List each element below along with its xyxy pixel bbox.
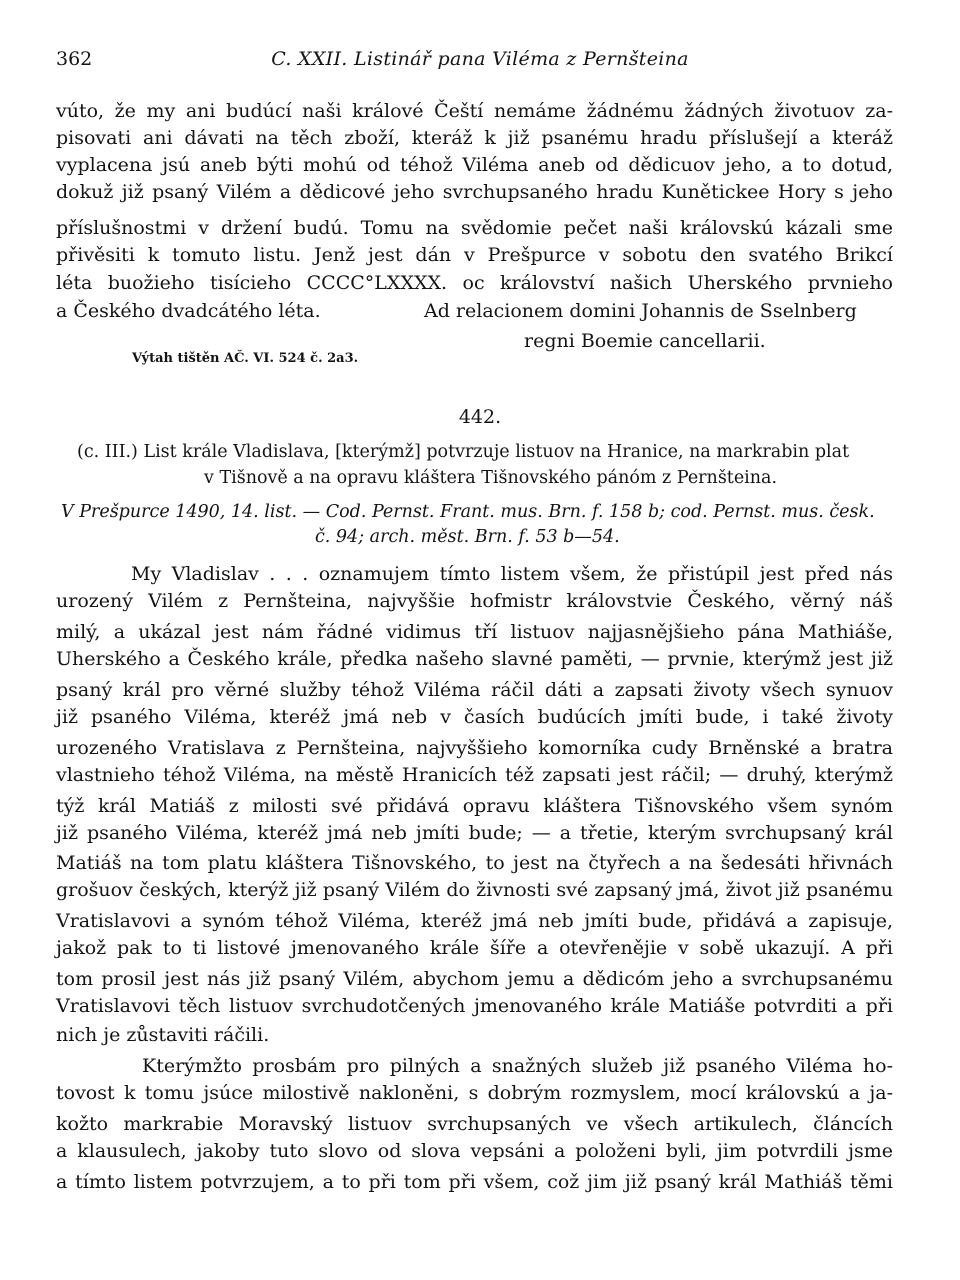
- text-line: dokuž již psaný Vilém a dědicové jeho svrchupsaného hradu Kunětickee Hory s jeho: [56, 181, 893, 203]
- text-line: již psaného Viléma, kteréž jmá neb jmíti bude; — a třetie, kterým svrchupsaný král: [56, 822, 893, 844]
- page-number: 362: [56, 48, 93, 70]
- text-line: a klausulech, jakoby tuto slovo od slova vepsáni a položeni byli, jim potvrdili jsme: [56, 1140, 893, 1162]
- text-line: psaný král pro věrné služby téhož Viléma ráčil dáti a zapsati životy všech synuov: [56, 679, 893, 701]
- document-number: 442.: [458, 406, 502, 428]
- text-line: Kterýmžto prosbám pro pilných a snažných služeb již psaného Viléma ho-: [142, 1055, 893, 1077]
- source-citation: V Prešpurce 1490, 14. list. — Cod. Pernst. Frant. mus. Brn. f. 158 b; cod. Pernst. mus. česk.: [61, 502, 875, 522]
- document-heading: v Tišnově a na opravu kláštera Tišnovského pánóm z Pernšteina.: [204, 468, 778, 488]
- text-line: Vratislavovi a synóm téhož Viléma, kteréž jmá neb jmíti bude, přidává a zapisuje,: [56, 910, 893, 932]
- running-title: C. XXII. Listinář pana Viléma z Pernšteina: [271, 48, 689, 70]
- relation-line: Ad relacionem domini Johannis de Sselnberg: [424, 300, 857, 322]
- text-line: léta buožieho tisícieho CCCC°LXXXX. oc království našich Uherského prvnieho: [56, 272, 893, 294]
- text-line: Vratislavovi těch listuov svrchudotčených jmenovaného krále Matiáše potvrditi a při: [56, 995, 893, 1017]
- text-line: urozený Vilém z Pernšteina, najvyššie hofmistr královstvie Českého, věrný náš: [56, 590, 893, 612]
- text-line: vlastnieho téhož Viléma, na městě Hranicích též zapsati jest ráčil; — druhý, kterýmž: [56, 764, 893, 786]
- text-line: týž král Matiáš z milosti své přidává opravu kláštera Tišnovského všem synóm: [56, 795, 893, 817]
- text-line: již psaného Viléma, kteréž jmá neb v časích budúcích jmíti bude, i také životy: [56, 706, 893, 728]
- text-line: grošuov českých, kterýž již psaný Vilém do živnosti své zapsaný jmá, život již psanému: [56, 879, 893, 901]
- source-citation: č. 94; arch. měst. Brn. f. 53 b—54.: [315, 527, 620, 547]
- text-line: přivěsiti k tomuto listu. Jenž jest dán v Prešpurce v sobotu den svatého Brikcí: [56, 244, 893, 266]
- closing-line: a Českého dvadcátého léta.: [56, 300, 321, 322]
- source-note: Výtah tištěn AČ. VI. 524 č. 2a3.: [132, 351, 359, 366]
- text-line: vyplacena jsú aneb býti mohú od téhož Viléma aneb od dědicuov jeho, a to dotud,: [56, 154, 893, 176]
- text-line: pisovati ani dávati na těch zboží, kteráž k již psanému hradu příslušejí a kteráž: [56, 127, 893, 149]
- text-line: urozeného Vratislava z Pernšteina, najvyššieho komorníka cudy Brněnské a bratra: [56, 737, 893, 759]
- text-line: Matiáš na tom platu kláštera Tišnovského, to jest na čtyřech a na šedesáti hřivnách: [56, 852, 893, 874]
- text-line: My Vladislav . . . oznamujem tímto listem všem, že přistúpil jest před nás: [131, 563, 893, 585]
- text-line: tovost k tomu jsúce milostivě nakloněni, s dobrým rozmyslem, mocí královskú a ja-: [56, 1082, 893, 1104]
- document-heading: (c. III.) List krále Vladislava, [kterýmž] potvrzuje listuov na Hranice, na markrabin plat: [77, 442, 850, 462]
- text-line: a tímto listem potvrzujem, a to při tom při všem, což jim již psaný král Mathiáš těmi: [56, 1171, 893, 1193]
- text-line: tom prosil jest nás již psaný Vilém, abychom jemu a dědicóm jeho a svrchupsanému: [56, 968, 893, 990]
- text-line: jakož pak to ti listové jmenovaného krále šíře a otevřenějie v sobě ukazují. A při: [56, 937, 893, 959]
- text-line: Uherského a Českého krále, předka našeho slavné paměti, — prvnie, kterýmž jest již: [56, 648, 893, 670]
- text-line: nich je zůstaviti ráčili.: [56, 1024, 270, 1046]
- relation-line: regni Boemie cancellarii.: [524, 330, 766, 352]
- text-line: kožto markrabie Moravský listuov svrchupsaných ve všech artikulech, článcích: [56, 1113, 893, 1135]
- text-line: příslušnostmi v držení budú. Tomu na svědomie pečet naši královskú kázali sme: [56, 217, 893, 239]
- text-line: milý, a ukázal jest nám řádné vidimus tří listuov najjasnějšieho pána Mathiáše,: [56, 621, 893, 643]
- text-line: vúto, že my ani budúcí naši králové Čeští nemáme žádnému žádných životuov za-: [56, 100, 893, 122]
